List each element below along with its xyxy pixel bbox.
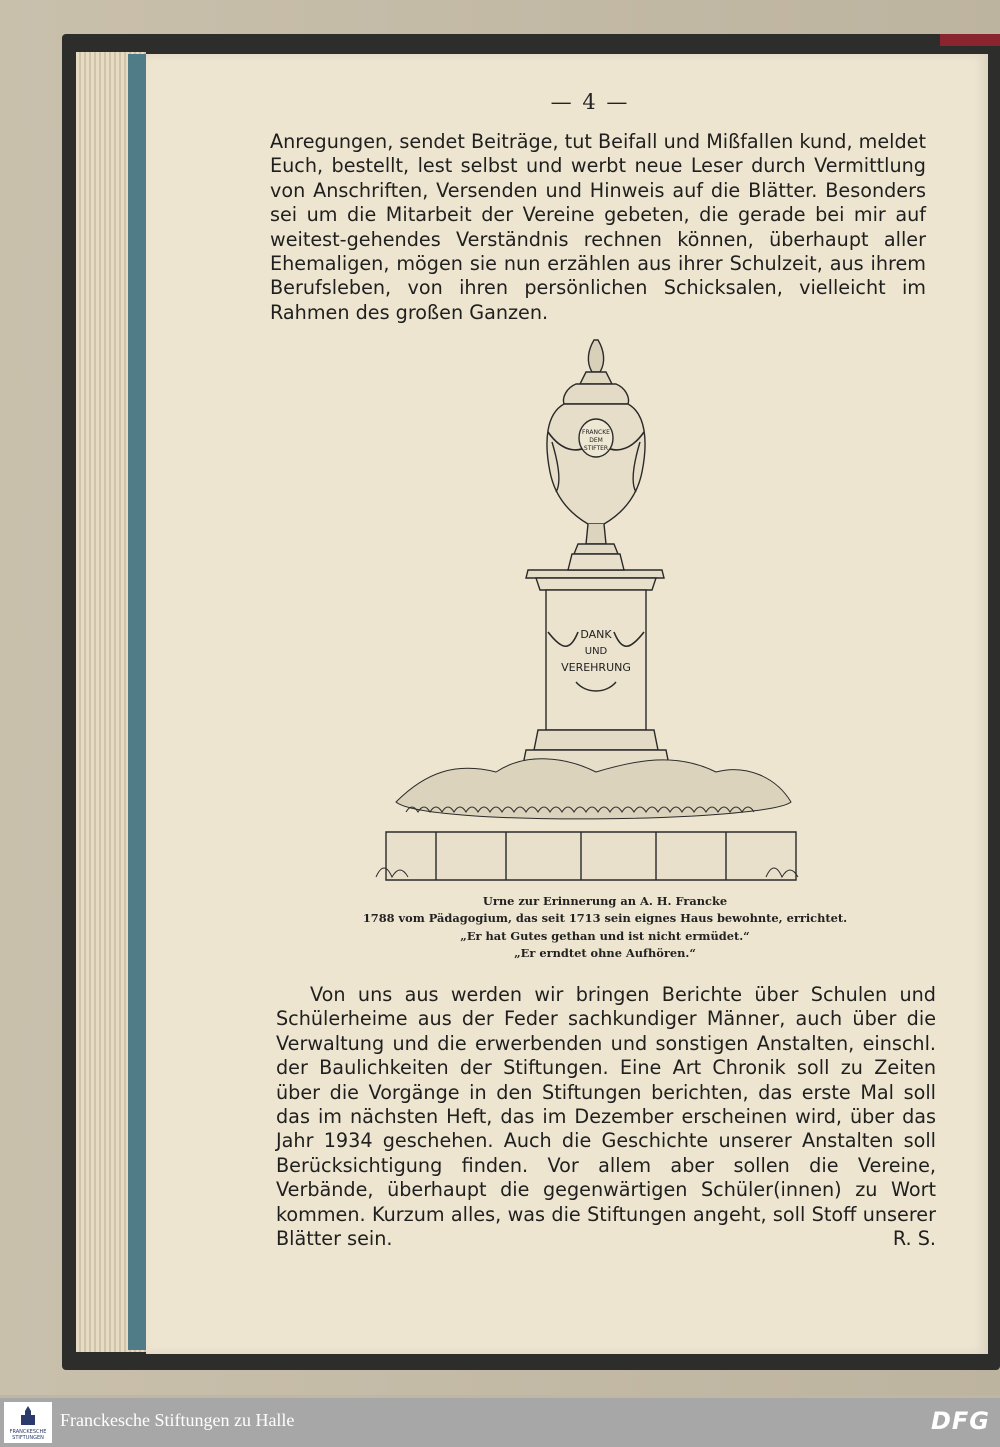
dfg-logo[interactable]: DFG — [930, 1407, 990, 1435]
pedestal-body — [546, 590, 646, 730]
main-paragraph-text: Von uns aus werden wir bringen Berichte über Schulen und Schülerheime aus der Feder sachkundiger Männer, auch über die Verwaltung und die erwerbenden und sonstigen Anstalten, einschl. der Baulichkeiten der Stiftungen. Eine Art Chronik soll zu Zeiten über die Vorgänge in den Stiftungen berichten, das erste Mal soll das im nächsten Heft, das im Dezember erscheinen wird, über das Jahr 1934 geschehen. Auch die Geschichte unserer Anstalten soll Berücksichtigung finden. Vor allem aber sollen die Vereine, Verbände, überhaupt die gegenwärtigen Schüler(innen) zu Wort kommen. Kurzum alles, was die Stiftungen angeht, soll Stoff unserer Blätter sein. — [276, 983, 936, 1251]
logo-text-line1: FRANCKESCHE — [9, 1429, 47, 1435]
caption-line: „Er hat Gutes gethan und ist nicht ermüdet.“ — [460, 928, 750, 943]
urn-text-line3: STIFTER — [583, 445, 609, 452]
urn-text-line2: DEM — [589, 437, 603, 444]
figure-caption — [340, 893, 870, 963]
cover-ribbon — [940, 34, 1000, 46]
intro-paragraph: Anregungen, sendet Beiträge, tut Beifall und Mißfallen kund, meldet Euch, bestellt, lest selbst und werbt neue Leser durch Vermittlung von Anschriften, Versenden und Hinweis auf die Blätter. Besonders sei um die Mitarbeit der Vereine gebeten, die gerade bei mir auf weitest-gehendes Verständnis rechnen können, überhaupt aller Ehemaligen, mögen sie nun erzählen aus ihrer Schulzeit, aus ihrem Berufsleben, von ihren persönlichen Schicksalen, vielleicht im Rahmen des großen Ganzen. — [270, 130, 926, 324]
pedestal-text-line2: UND — [584, 646, 608, 657]
building-icon — [18, 1405, 38, 1427]
caption-line: „Er erndtet ohne Aufhören.“ — [514, 946, 696, 961]
urn-text-line1: FRANCKE — [582, 429, 610, 436]
viewer-footer — [0, 1398, 1000, 1447]
pedestal-base — [534, 730, 658, 750]
francke-logo[interactable] — [4, 1402, 52, 1443]
caption-line: 1788 vom Pädagogium, das seit 1713 sein eignes Haus bewohnte, errichtet. — [362, 911, 848, 926]
main-paragraph — [276, 983, 936, 1251]
pedestal-text-line1: DANK — [580, 628, 612, 641]
urn-illustration — [366, 332, 816, 892]
page-number: — 4 — — [550, 90, 630, 114]
stone-plinth — [386, 832, 796, 880]
caption-line: Urne zur Erinnerung an A. H. Francke — [482, 894, 728, 908]
institution-name[interactable]: Franckesche Stiftungen zu Halle — [60, 1410, 295, 1430]
pedestal-cap — [526, 570, 664, 578]
pedestal-text-line3: VEREHRUNG — [561, 661, 631, 674]
logo-text-line2: STIFTUNGEN — [12, 1435, 44, 1441]
urn-finial — [588, 340, 603, 372]
page-edge — [128, 54, 146, 1350]
author-signature: R. S. — [892, 1227, 936, 1251]
urn-lid — [564, 384, 629, 404]
